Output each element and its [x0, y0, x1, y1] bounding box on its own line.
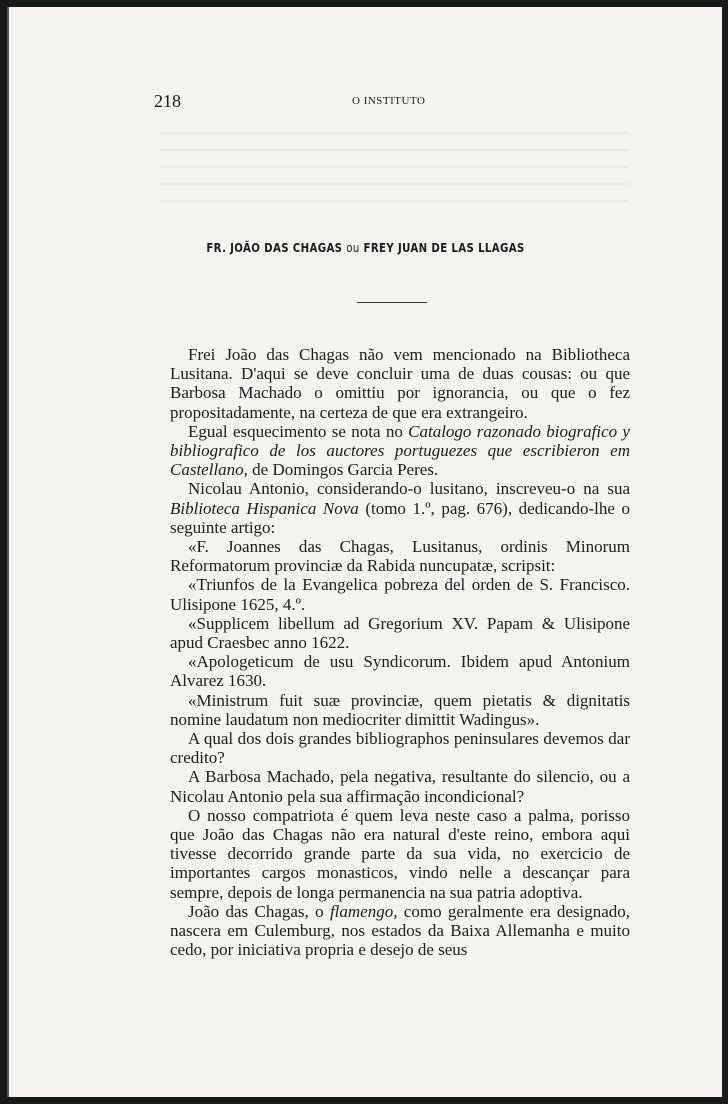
page-number: 218: [154, 91, 181, 111]
paragraph-text: João das Chagas, o: [188, 901, 330, 921]
paragraph: [170, 614, 630, 652]
paragraph: [170, 729, 630, 767]
paragraph: [170, 345, 630, 422]
book-page: [7, 7, 722, 1097]
title-divider: [357, 302, 427, 303]
paragraph: [170, 806, 630, 902]
paragraph: [170, 422, 630, 480]
paragraph-text: Frei João das Chagas não vem mencionado na Bibliotheca Lusitana. D'aqui se deve concluir uma de duas cousas: ou que Barbosa Machado o omittiu por ignorancia, ou que o fez propositadamente, na certeza de que era extrangeiro.: [170, 345, 630, 422]
paragraph-text: Egual esquecimento se nota no: [188, 421, 409, 441]
title-part-2: FREY JUAN DE LAS LLAGAS: [363, 241, 525, 255]
paragraph: [170, 691, 630, 729]
italic-title-text: Biblioteca Hispanica Nova: [170, 498, 359, 518]
title-part-1: FR. JOÃO DAS CHAGAS: [206, 241, 343, 255]
paragraph: [170, 575, 630, 613]
paragraph: [170, 902, 630, 960]
paragraph-text: O nosso compatriota é quem leva neste caso a palma, porisso que João das Chagas não era natural d'este reino, embora aqui tivesse decorrido grande parte da sua vida, no exercicio de importantes cargos monasticos, vindo nelle a descançar para sempre, depois de longa permanencia na sua patria adoptiva.: [170, 805, 630, 902]
paragraph-text: A Barbosa Machado, pela negativa, resultante do silencio, ou a Nicolau Antonio pela sua affirmação incondicional?: [170, 767, 630, 806]
italic-title-text: Catalogo razonado biografico y bibliografico de los auctores portuguezes que escribieron em Castellano,: [170, 421, 630, 480]
title-connector: ou: [346, 241, 360, 255]
paragraph-text: Nicolau Antonio, considerando-o lusitano, inscreveu-o na sua: [188, 479, 630, 499]
paragraph-text: de Domingos Garcia Peres.: [247, 460, 439, 480]
paragraph: [170, 479, 630, 537]
paragraph: [170, 652, 630, 690]
running-head: O INSTITUTO: [352, 95, 426, 107]
article-title: [62, 241, 668, 255]
paragraph-text: (tomo 1.º, pag. 676), dedicando-lhe o seguinte artigo:: [170, 498, 631, 537]
paragraph-text: como geralmente era designado, nascera em Culemburg, nos estados da Baixa Allemanha e muito cedo, por iniciativa propria e desejo de seus: [170, 901, 630, 960]
italic-title-text: flamengo,: [329, 901, 398, 921]
paragraph: [170, 767, 630, 805]
paragraph-text: «Supplicem libellum ad Gregorium XV. Papam & Ulisipone apud Craesbec anno 1622.: [170, 613, 630, 653]
paragraph-text: A qual dos dois grandes bibliographos peninsulares devemos dar credito?: [170, 729, 630, 768]
article-body: [170, 345, 630, 960]
paragraph: [170, 537, 630, 575]
page-header: [9, 91, 722, 115]
paragraph-text: «F. Joannes das Chagas, Lusitanus, ordinis Minorum Reformatorum provinciæ da Rabida nuncupatæ, scripsit:: [170, 537, 630, 576]
paragraph-text: «Apologeticum de usu Syndicorum. Ibidem apud Antonium Alvarez 1630.: [170, 652, 630, 691]
paragraph-text: «Ministrum fuit suæ provinciæ, quem pietatis & dignitatis nomine laudatum non mediocriter dimittit Wadingus».: [170, 690, 630, 729]
bleed-through-text: [159, 132, 629, 202]
paragraph-text: «Triunfos de la Evangelica pobreza del orden de S. Francisco. Ulisipone 1625, 4.º.: [170, 575, 630, 614]
